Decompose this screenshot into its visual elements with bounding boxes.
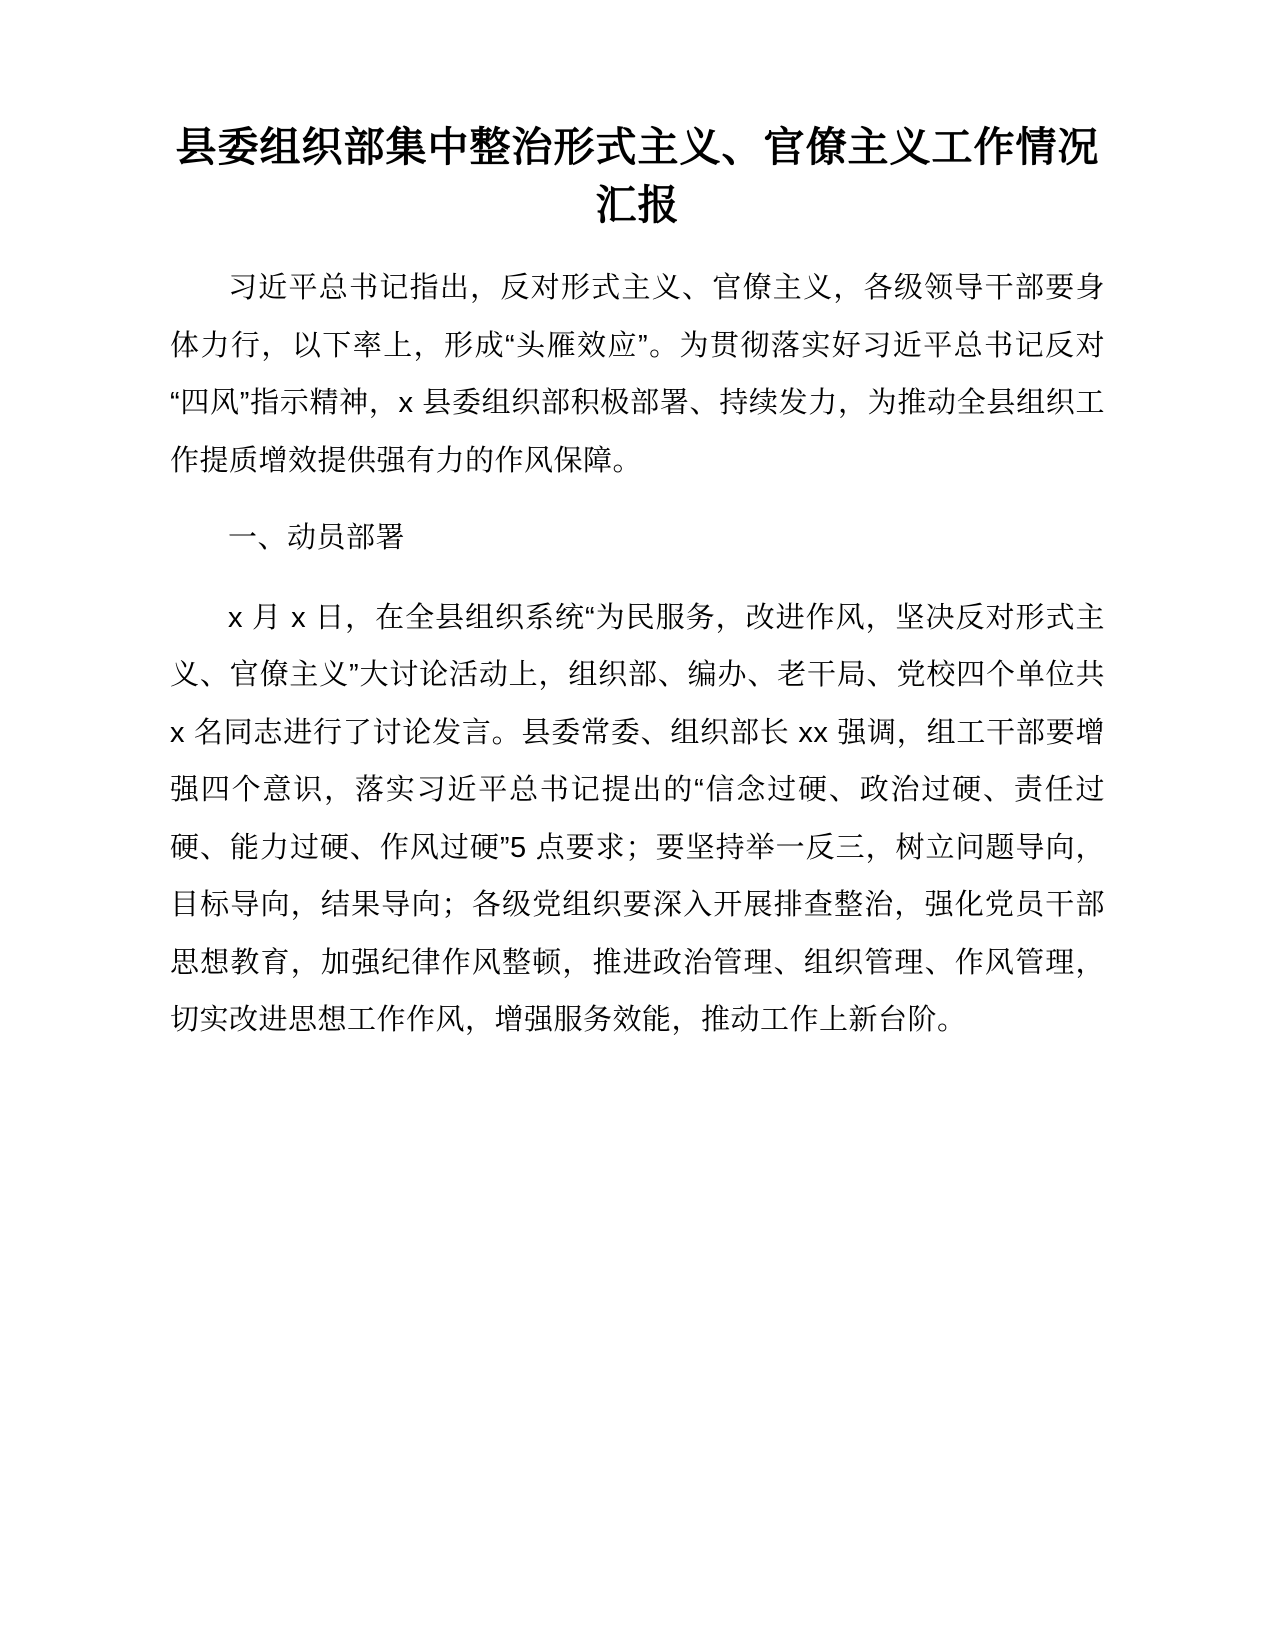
section-heading-1: 一、动员部署 [228,522,406,554]
document-title: 县委组织部集中整治形式主义、官僚主义工作情况汇报 [175,124,1100,228]
intro-paragraph: 习近平总书记指出，反对形式主义、官僚主义，各级领导干部要身体力行，以下率上，形成“头雁效应”。为贯彻落实好习近平总书记反对“四风”指示精神，x 县委组织部积极部署、持续发力，为推动全县组织工作提质增效提供强有力的作风保障。 [170,272,1105,477]
section-1-paragraph: x 月 x 日，在全县组织系统“为民服务，改进作风，坚决反对形式主义、官僚主义”大讨论活动上，组织部、编办、老干局、党校四个单位共 x 名同志进行了讨论发言。县委常委、组织部长 xx 强调，组工干部要增强四个意识，落实习近平总书记提出的“信念过硬、政治过硬、责任过硬、能力过硬、作风过硬”5 点要求；要坚持举一反三，树立问题导向，目标导向，结果导向；各级党组织要深入开展排查整治，强化党员干部思想教育，加强纪律作风整顿，推进政治管理、组织管理、作风管理，切实改进思想工作作风，增强服务效能，推动工作上新台阶。 [170,601,1105,1036]
